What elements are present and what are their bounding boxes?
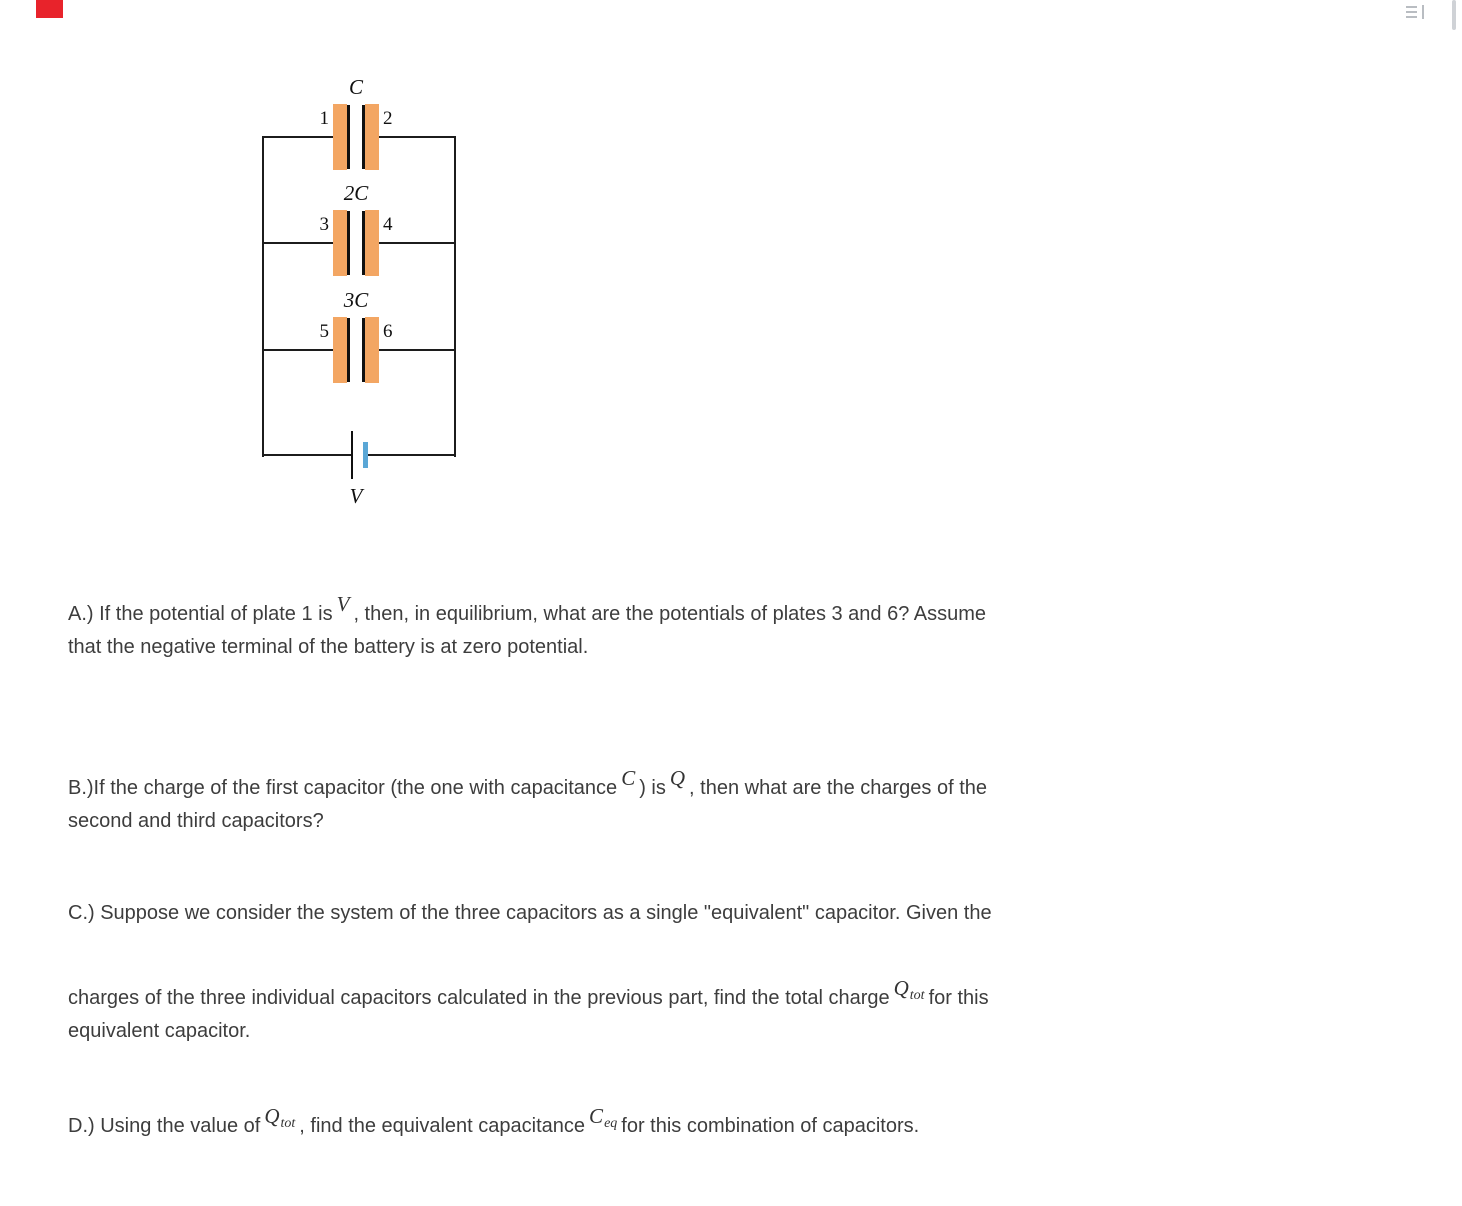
wire-segment (262, 349, 333, 351)
question-c-text: charges of the three individual capacitors calculated in the previous part, find the total charge (68, 987, 890, 1009)
wire-segment (262, 136, 333, 138)
wire-segment (379, 349, 455, 351)
wire-segment (262, 242, 333, 244)
capacitor3-label: 3C (343, 288, 369, 312)
question-d-text: for this combination of capacitors. (621, 1115, 920, 1137)
question-d-line1 (68, 1104, 920, 1146)
battery-label: V (349, 484, 363, 508)
capacitor2-right-plate (365, 210, 379, 276)
plate-number-2: 2 (383, 108, 393, 129)
wire-segment (379, 242, 455, 244)
math-symbol-Qtot (894, 971, 925, 1009)
panel-list-icon[interactable] (1406, 5, 1424, 20)
capacitor1-label: C (348, 75, 364, 99)
plate-number-4: 4 (383, 214, 393, 235)
question-b-text: B.)If the charge of the first capacitor (the one with capacitance (68, 777, 618, 799)
battery-long-plate (351, 431, 353, 479)
question-a-text: that the negative terminal of the battery is at zero potential. (68, 636, 589, 658)
plate-number-1: 1 (319, 108, 329, 129)
math-main: Q (264, 1104, 280, 1128)
left-wire (262, 136, 264, 457)
math-symbol-V: V (336, 592, 350, 616)
question-b-line2 (68, 804, 324, 838)
question-b-line1 (68, 766, 988, 805)
question-c-text: for this (928, 987, 989, 1009)
wire-segment (368, 454, 455, 456)
capacitor2-left-plate (333, 210, 347, 276)
wire-segment (379, 136, 455, 138)
math-subscript: tot (909, 988, 925, 1003)
capacitor3-left-plate-edge (347, 318, 350, 382)
math-symbol-Qtot (264, 1099, 295, 1137)
red-marker (36, 0, 63, 18)
question-c-text: C.) Suppose we consider the system of the three capacitors as a single "equivalent" capacitor. Given the (68, 902, 992, 924)
plate-number-5: 5 (319, 321, 329, 342)
capacitor1-right-plate (365, 104, 379, 170)
math-main: Q (893, 976, 909, 1000)
capacitor2-label: 2C (343, 181, 369, 205)
question-a-text: , then, in equilibrium, what are the potentials of plates 3 and 6? Assume (353, 603, 987, 625)
battery-short-plate (363, 442, 368, 468)
math-symbol-C: C (621, 766, 636, 790)
capacitor1-left-plate-edge (347, 105, 350, 169)
question-d-text: , find the equivalent capacitance (299, 1115, 586, 1137)
capacitor3-right-plate (365, 317, 379, 383)
math-subscript: eq (604, 1116, 618, 1131)
right-wire (454, 136, 456, 457)
question-b-text: ) is (639, 777, 666, 799)
question-b-text: second and third capacitors? (68, 810, 324, 832)
math-subscript: tot (280, 1116, 296, 1131)
question-a-line2 (68, 630, 588, 664)
question-c-line3 (68, 1014, 250, 1048)
capacitor3-left-plate (333, 317, 347, 383)
question-d-text: D.) Using the value of (68, 1115, 261, 1137)
capacitor1-left-plate (333, 104, 347, 170)
question-b-text: , then what are the charges of the (689, 777, 988, 799)
plate-number-3: 3 (319, 214, 329, 235)
capacitor-circuit-figure (255, 70, 465, 510)
math-symbol-Q: Q (669, 766, 686, 790)
question-a-line1 (68, 592, 987, 631)
math-symbol-Ceq (589, 1099, 617, 1137)
question-c-line1 (68, 896, 992, 930)
capacitor2-left-plate-edge (347, 211, 350, 275)
question-c-line2 (68, 976, 989, 1018)
question-c-text: equivalent capacitor. (68, 1020, 251, 1042)
scrollbar-thumb[interactable] (1452, 0, 1456, 30)
wire-segment (262, 454, 351, 456)
math-main: C (589, 1104, 604, 1128)
question-a-text: A.) If the potential of plate 1 is (68, 603, 333, 625)
plate-number-6: 6 (383, 321, 393, 342)
